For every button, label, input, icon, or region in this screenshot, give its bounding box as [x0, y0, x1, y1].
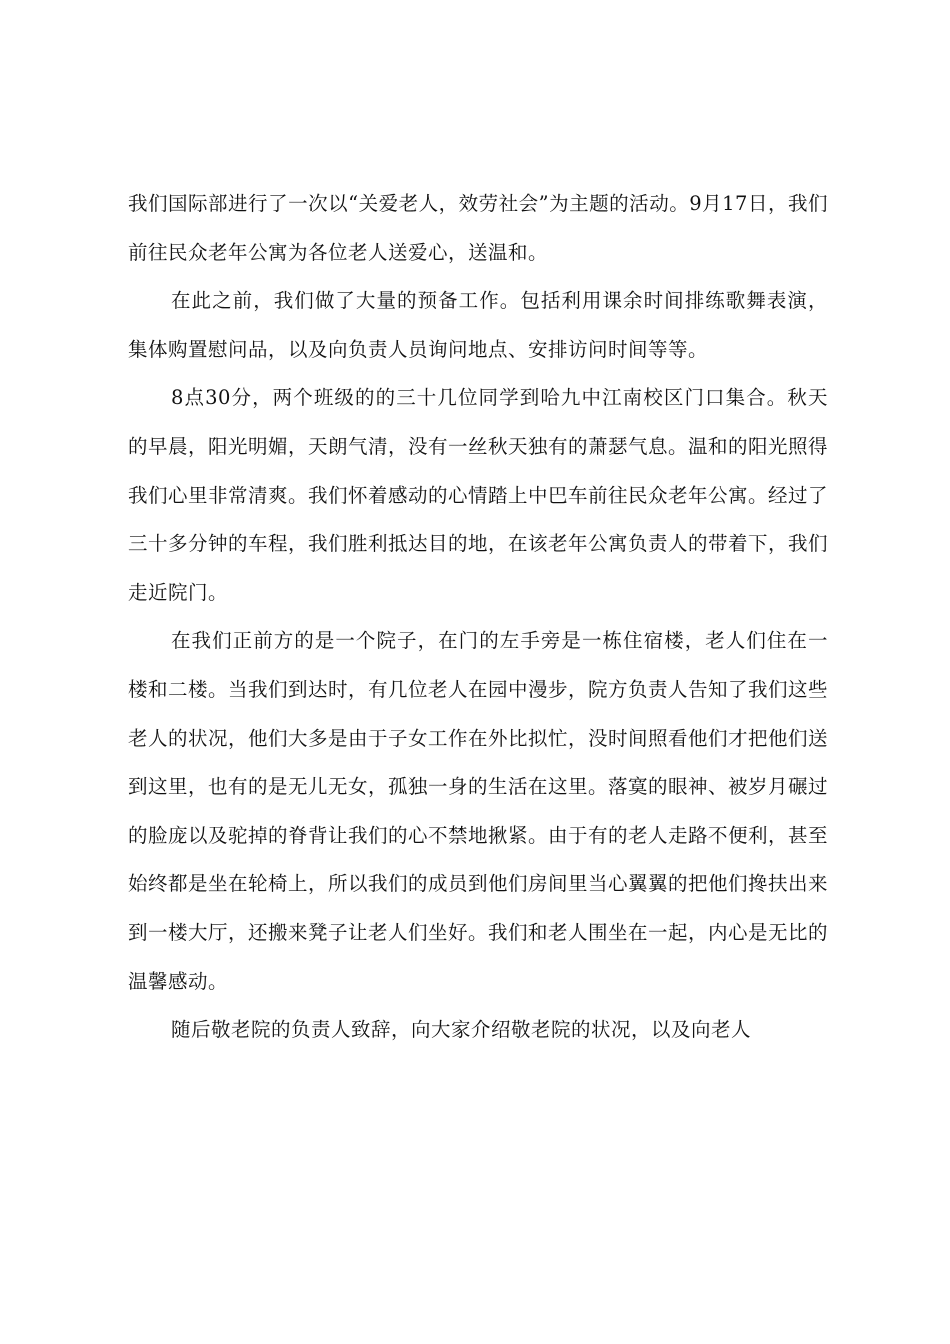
paragraph-2: 在此之前，我们做了大量的预备工作。包括利用课余时间排练歌舞表演，集体购置慰问品，以及向负责人员询问地点、安排访问时间等等。 [128, 289, 828, 361]
paragraph-4: 在我们正前方的是一个院子，在门的左手旁是一栋住宿楼，老人们住在一楼和二楼。当我们到达时，有几位老人在园中漫步，院方负责人告知了我们这些老人的状况，他们大多是由于子女工作在外比拟忙，没时间照看他们才把他们送到这里，也有的是无儿无女，孤独一身的生活在这里。落寞的眼神、被岁月碾过的脸庞以及驼掉的脊背让我们的心不禁地揪紧。由于有的老人走路不便利，甚至始终都是坐在轮椅上，所以我们的成员到他们房间里当心翼翼的把他们搀扶出来到一楼大厅，还搬来凳子让老人们坐好。我们和老人围坐在一起，内心是无比的温馨感动。 [128, 629, 829, 993]
paragraph-3: 8点30分，两个班级的的三十几位同学到哈九中江南校区门口集合。秋天的早晨，阳光明媚，天朗气清，没有一丝秋天独有的萧瑟气息。温和的阳光照得我们心里非常清爽。我们怀着感动的心情踏上中巴车前往民众老年公寓。经过了三十多分钟的车程，我们胜利抵达目的地，在该老年公寓负责人的带着下，我们走近院门。 [128, 386, 829, 604]
paragraph-5: 随后敬老院的负责人致辞，向大家介绍敬老院的状况，以及向老人 [171, 1018, 752, 1042]
document-body [128, 180, 828, 1055]
paragraph-1: 我们国际部进行了一次以“关爱老人，效劳社会”为主题的活动。9月17日，我们前往民众老年公寓为各位老人送爱心，送温和。 [128, 192, 828, 264]
